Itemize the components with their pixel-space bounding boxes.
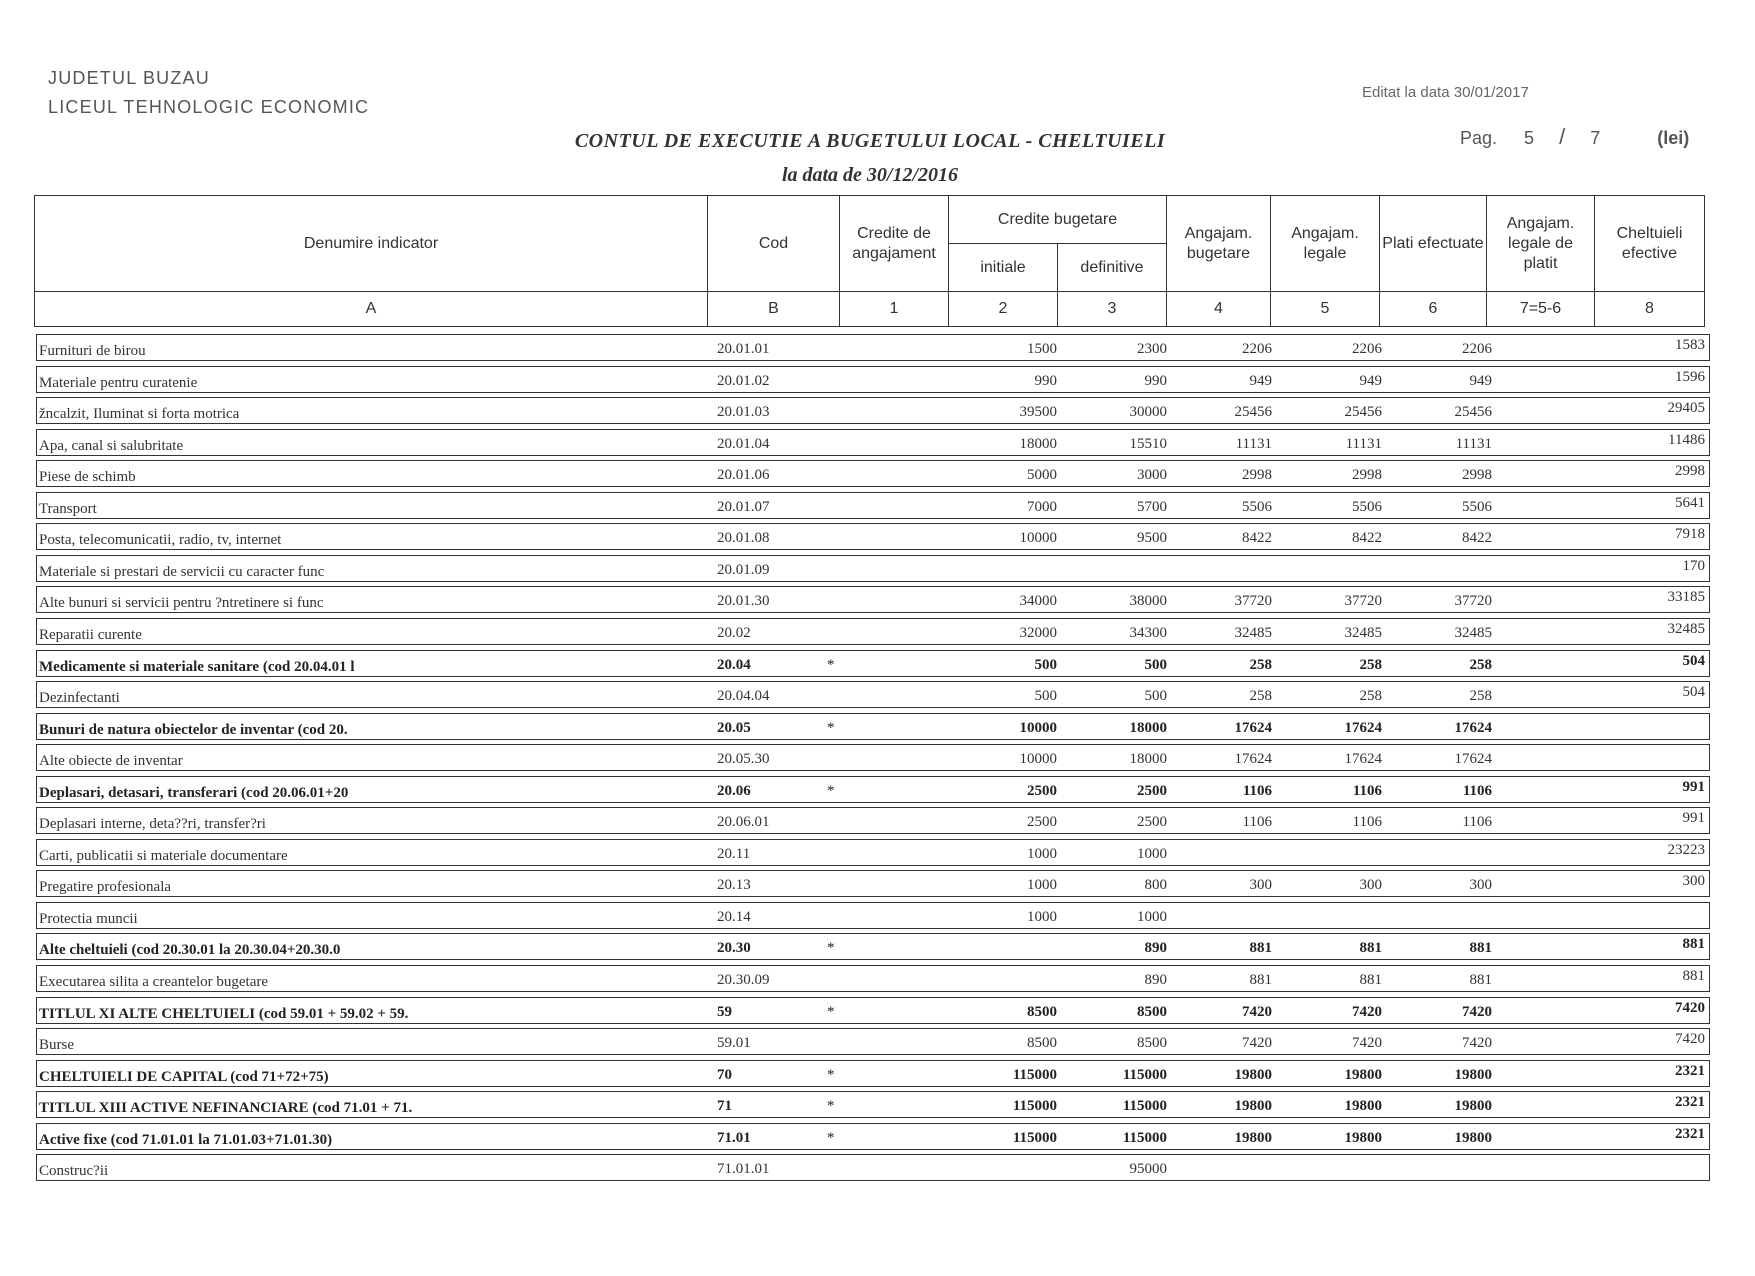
currency-label: (lei) <box>1657 128 1690 148</box>
cell-cod: 20.13 <box>717 877 751 893</box>
page-label: Pag. <box>1460 128 1498 148</box>
table-row <box>36 366 1710 393</box>
cell-definitive: 8500 <box>1137 1004 1167 1020</box>
cell-cod: 59 <box>717 1004 732 1020</box>
cell-cheltuieli: 7918 <box>1675 526 1705 542</box>
cell-angajam-legale: 19800 <box>1344 1067 1382 1083</box>
table-row <box>36 1060 1710 1087</box>
cell-angajam-legale: 949 <box>1359 373 1382 389</box>
cell-angajam-bugetare: 258 <box>1249 657 1272 673</box>
cell-angajam-legale: 881 <box>1359 940 1382 956</box>
cell-cheltuieli: 991 <box>1682 810 1705 826</box>
cell-initiale: 10000 <box>1019 720 1057 736</box>
cell-definitive: 95000 <box>1129 1161 1167 1177</box>
cell-cheltuieli: 32485 <box>1667 621 1705 637</box>
cell-name: Executarea silita a creantelor bugetare <box>39 974 269 990</box>
table-row <box>36 429 1710 456</box>
cell-name: Construc?ii <box>39 1163 109 1179</box>
cell-name: CHELTUIELI DE CAPITAL (cod 71+72+75) <box>39 1069 329 1085</box>
cell-initiale: 32000 <box>1019 625 1057 641</box>
table-row <box>36 586 1710 613</box>
cell-angajam-bugetare: 881 <box>1249 972 1272 988</box>
cell-angajam-bugetare: 17624 <box>1234 751 1272 767</box>
cell-plati: 32485 <box>1454 625 1492 641</box>
cell-angajam-legale: 25456 <box>1344 404 1382 420</box>
cell-cod: 71.01.01 <box>717 1161 770 1177</box>
cell-plati: 881 <box>1469 972 1492 988</box>
table-row <box>36 334 1710 361</box>
header-credite-bugetare: Credite bugetare <box>949 196 1167 244</box>
table-row <box>36 839 1710 866</box>
cell-cod: 20.01.08 <box>717 530 770 546</box>
cell-angajam-legale: 258 <box>1359 657 1382 673</box>
cell-name: Furnituri de birou <box>39 343 146 359</box>
cell-plati: 300 <box>1469 877 1492 893</box>
cell-cod: 20.01.02 <box>717 373 770 389</box>
table-row <box>36 681 1710 708</box>
cell-definitive: 800 <box>1144 877 1167 893</box>
cell-angajam-legale: 1106 <box>1352 783 1382 799</box>
cell-angajam-legale: 7420 <box>1352 1035 1382 1051</box>
cell-plati: 258 <box>1469 688 1492 704</box>
cell-initiale: 18000 <box>1019 436 1057 452</box>
cell-angajam-legale: 19800 <box>1344 1130 1382 1146</box>
cell-definitive: 3000 <box>1137 467 1167 483</box>
cell-definitive: 990 <box>1144 373 1167 389</box>
table-row <box>36 492 1710 519</box>
cell-plati: 37720 <box>1454 593 1492 609</box>
cell-plati: 17624 <box>1454 720 1492 736</box>
cell-initiale: 1000 <box>1027 846 1057 862</box>
header-col-a: A <box>35 292 708 327</box>
cell-plati: 11131 <box>1455 436 1492 452</box>
cell-definitive: 500 <box>1144 688 1167 704</box>
header-angajam-bugetare: Angajam. bugetare <box>1167 196 1271 292</box>
header-definitive: definitive <box>1058 244 1167 292</box>
cell-initiale: 500 <box>1034 688 1057 704</box>
table-row <box>36 618 1710 645</box>
table-row <box>36 776 1710 803</box>
cell-name: TITLUL XI ALTE CHELTUIELI (cod 59.01 + 59.02 + 59. <box>39 1006 409 1022</box>
cell-angajam-bugetare: 19800 <box>1234 1130 1272 1146</box>
cell-initiale: 1000 <box>1027 909 1057 925</box>
cell-initiale: 39500 <box>1019 404 1057 420</box>
cell-cheltuieli: 300 <box>1682 873 1705 889</box>
table-row <box>36 744 1710 771</box>
cell-angajam-legale: 2998 <box>1352 467 1382 483</box>
cell-plati: 19800 <box>1454 1098 1492 1114</box>
page-current: 5 <box>1524 128 1535 148</box>
cell-name: Materiale pentru curatenie <box>39 375 198 391</box>
cell-definitive: 5700 <box>1137 499 1167 515</box>
cell-angajam-bugetare: 19800 <box>1234 1067 1272 1083</box>
institution-name: LICEUL TEHNOLOGIC ECONOMIC <box>48 97 370 117</box>
cell-angajam-bugetare: 1106 <box>1242 783 1272 799</box>
cell-cod: 20.01.04 <box>717 436 770 452</box>
cell-definitive: 2300 <box>1137 341 1167 357</box>
table-header <box>34 195 1705 327</box>
cell-cod: 20.05.30 <box>717 751 770 767</box>
cell-cheltuieli: 991 <box>1682 779 1705 795</box>
page-separator: / <box>1559 124 1566 149</box>
edited-date: Editat la data 30/01/2017 <box>1362 84 1529 101</box>
cell-initiale: 115000 <box>1012 1067 1057 1083</box>
cell-cod: 71 <box>717 1098 732 1114</box>
cell-cheltuieli: 2998 <box>1675 463 1705 479</box>
cell-angajam-bugetare: 25456 <box>1234 404 1272 420</box>
cell-cod: 20.04 <box>717 657 751 673</box>
cell-initiale: 2500 <box>1027 814 1057 830</box>
cell-plati: 1106 <box>1462 783 1492 799</box>
cell-cod: 20.01.03 <box>717 404 770 420</box>
cell-cod: 20.01.09 <box>717 562 770 578</box>
cell-angajam-bugetare: 1106 <box>1242 814 1272 830</box>
header-initiale: initiale <box>949 244 1058 292</box>
cell-cheltuieli: 881 <box>1682 936 1705 952</box>
cell-cod: 70 <box>717 1067 732 1083</box>
header-cod: Cod <box>708 196 840 292</box>
cell-cheltuieli: 1583 <box>1675 337 1705 353</box>
header-col-2: 2 <box>949 292 1058 327</box>
table-row <box>36 1123 1710 1150</box>
cell-initiale: 500 <box>1034 657 1057 673</box>
cell-definitive: 2500 <box>1137 814 1167 830</box>
cell-definitive: 115000 <box>1122 1130 1167 1146</box>
cell-initiale: 115000 <box>1012 1130 1057 1146</box>
header-col-5: 5 <box>1271 292 1380 327</box>
cell-angajam-legale: 17624 <box>1344 720 1382 736</box>
cell-initiale: 2500 <box>1027 783 1057 799</box>
cell-name: Protectia muncii <box>39 911 138 927</box>
cell-initiale: 10000 <box>1019 751 1057 767</box>
cell-definitive: 2500 <box>1137 783 1167 799</box>
cell-angajam-bugetare: 949 <box>1249 373 1272 389</box>
cell-angajam-legale: 17624 <box>1344 751 1382 767</box>
cell-name: Carti, publicatii si materiale documentare <box>39 848 288 864</box>
cell-angajam-legale: 11131 <box>1345 436 1382 452</box>
cell-definitive: 30000 <box>1129 404 1167 420</box>
cell-cod: 20.01.30 <box>717 593 770 609</box>
cell-initiale: 990 <box>1034 373 1057 389</box>
page-total: 7 <box>1590 128 1601 148</box>
cell-angajam-bugetare: 11131 <box>1235 436 1272 452</box>
cell-cheltuieli: 7420 <box>1675 1000 1705 1016</box>
cell-cheltuieli: 29405 <box>1667 400 1705 416</box>
cell-plati: 881 <box>1469 940 1492 956</box>
cell-cod: 20.01.01 <box>717 341 770 357</box>
header-col-4: 4 <box>1167 292 1271 327</box>
cell-definitive: 38000 <box>1129 593 1167 609</box>
cell-initiale: 8500 <box>1027 1004 1057 1020</box>
table-row <box>36 555 1710 582</box>
table-row <box>36 460 1710 487</box>
cell-cheltuieli: 11486 <box>1668 432 1705 448</box>
cell-definitive: 115000 <box>1122 1098 1167 1114</box>
cell-angajam-legale: 881 <box>1359 972 1382 988</box>
table-row <box>36 1028 1710 1055</box>
cell-angajam-legale: 37720 <box>1344 593 1382 609</box>
cell-cod: 20.06.01 <box>717 814 770 830</box>
cell-name: Active fixe (cod 71.01.01 la 71.01.03+71.01.30) <box>39 1132 333 1148</box>
table-row <box>36 965 1710 992</box>
cell-definitive: 890 <box>1144 940 1167 956</box>
cell-name: Deplasari, detasari, transferari (cod 20.06.01+20 <box>39 785 349 801</box>
cell-cheltuieli: 504 <box>1682 653 1705 669</box>
cell-angajam-bugetare: 2206 <box>1242 341 1272 357</box>
cell-plati: 2998 <box>1462 467 1492 483</box>
table-row <box>36 650 1710 677</box>
cell-angajam-legale: 300 <box>1359 877 1382 893</box>
header-cheltuieli-efective: Cheltuieli efective <box>1595 196 1705 292</box>
cell-cod: 20.14 <box>717 909 751 925</box>
cell-definitive: 1000 <box>1137 909 1167 925</box>
cell-definitive: 18000 <box>1129 751 1167 767</box>
header-angajam-legale: Angajam. legale <box>1271 196 1380 292</box>
cell-star: * <box>827 720 835 736</box>
cell-angajam-bugetare: 17624 <box>1234 720 1272 736</box>
cell-definitive: 115000 <box>1122 1067 1167 1083</box>
cell-angajam-bugetare: 7420 <box>1242 1035 1272 1051</box>
cell-star: * <box>827 1067 835 1083</box>
cell-definitive: 500 <box>1144 657 1167 673</box>
cell-name: Materiale si prestari de servicii cu caracter func <box>39 564 325 580</box>
cell-definitive: 1000 <box>1137 846 1167 862</box>
table-row <box>36 997 1710 1024</box>
cell-cod: 20.02 <box>717 625 751 641</box>
cell-cod: 20.04.04 <box>717 688 770 704</box>
cell-plati: 2206 <box>1462 341 1492 357</box>
cell-name: Bunuri de natura obiectelor de inventar (cod 20. <box>39 722 348 738</box>
cell-initiale: 115000 <box>1012 1098 1057 1114</box>
cell-name: Transport <box>39 501 97 517</box>
cell-cheltuieli: 170 <box>1682 558 1705 574</box>
cell-initiale: 5000 <box>1027 467 1057 483</box>
header-credite-angajament: Credite de angajament <box>840 196 949 292</box>
cell-definitive: 34300 <box>1129 625 1167 641</box>
cell-cod: 20.05 <box>717 720 751 736</box>
cell-cod: 20.01.07 <box>717 499 770 515</box>
table-row <box>36 397 1710 424</box>
header-angajam-de-platit: Angajam. legale de platit <box>1487 196 1595 292</box>
cell-angajam-bugetare: 881 <box>1249 940 1272 956</box>
cell-angajam-legale: 5506 <box>1352 499 1382 515</box>
cell-plati: 1106 <box>1462 814 1492 830</box>
cell-plati: 5506 <box>1462 499 1492 515</box>
table-row <box>36 1091 1710 1118</box>
table-row <box>36 933 1710 960</box>
cell-cod: 20.01.06 <box>717 467 770 483</box>
table-row <box>36 807 1710 834</box>
cell-angajam-bugetare: 258 <box>1249 688 1272 704</box>
cell-cod: 71.01 <box>717 1130 751 1146</box>
cell-angajam-bugetare: 19800 <box>1234 1098 1272 1114</box>
header-name: Denumire indicator <box>35 196 708 292</box>
cell-angajam-bugetare: 300 <box>1249 877 1272 893</box>
cell-definitive: 8500 <box>1137 1035 1167 1051</box>
table-row <box>36 870 1710 897</box>
cell-star: * <box>827 1098 835 1114</box>
header-col-b: B <box>708 292 840 327</box>
cell-definitive: 15510 <box>1129 436 1167 452</box>
cell-cheltuieli: 504 <box>1682 684 1705 700</box>
cell-star: * <box>827 1004 835 1020</box>
cell-cod: 59.01 <box>717 1035 751 1051</box>
cell-cod: 20.11 <box>717 846 751 862</box>
cell-angajam-legale: 32485 <box>1344 625 1382 641</box>
document-subtitle: la data de 30/12/2016 <box>781 164 959 186</box>
cell-initiale: 8500 <box>1027 1035 1057 1051</box>
cell-cheltuieli: 881 <box>1682 968 1705 984</box>
cell-name: TITLUL XIII ACTIVE NEFINANCIARE (cod 71.01 + 71. <box>39 1100 413 1116</box>
cell-plati: 7420 <box>1462 1004 1492 1020</box>
cell-initiale: 10000 <box>1019 530 1057 546</box>
document-title: CONTUL DE EXECUTIE A BUGETULUI LOCAL - CHELTUIELI <box>574 130 1166 152</box>
cell-angajam-bugetare: 8422 <box>1242 530 1272 546</box>
cell-name: Piese de schimb <box>39 469 136 485</box>
cell-name: Apa, canal si salubritate <box>39 438 184 454</box>
cell-star: * <box>827 783 835 799</box>
header-plati-efectuate: Plati efectuate <box>1380 196 1487 292</box>
cell-name: Alte obiecte de inventar <box>39 753 183 769</box>
cell-definitive: 890 <box>1144 972 1167 988</box>
cell-cheltuieli: 2321 <box>1675 1063 1705 1079</box>
cell-star: * <box>827 940 835 956</box>
county-name: JUDETUL BUZAU <box>48 68 210 88</box>
cell-star: * <box>827 1130 835 1146</box>
table-row <box>36 902 1710 929</box>
cell-initiale: 7000 <box>1027 499 1057 515</box>
cell-name: Alte cheltuieli (cod 20.30.01 la 20.30.04+20.30.0 <box>39 942 341 958</box>
cell-plati: 258 <box>1469 657 1492 673</box>
cell-cheltuieli: 23223 <box>1667 842 1705 858</box>
cell-cod: 20.30 <box>717 940 751 956</box>
cell-initiale: 34000 <box>1019 593 1057 609</box>
header-col-7: 7=5-6 <box>1487 292 1595 327</box>
cell-name: Posta, telecomunicatii, radio, tv, internet <box>39 532 282 548</box>
cell-angajam-legale: 19800 <box>1344 1098 1382 1114</box>
table-row <box>36 1154 1710 1181</box>
cell-cheltuieli: 33185 <box>1667 589 1705 605</box>
cell-plati: 19800 <box>1454 1067 1492 1083</box>
cell-angajam-legale: 2206 <box>1352 341 1382 357</box>
cell-cheltuieli: 7420 <box>1675 1031 1705 1047</box>
cell-cod: 20.30.09 <box>717 972 770 988</box>
cell-name: Dezinfectanti <box>39 690 120 706</box>
cell-name: Pregatire profesionala <box>39 879 172 895</box>
header-col-1: 1 <box>840 292 949 327</box>
header-col-8: 8 <box>1595 292 1705 327</box>
cell-angajam-bugetare: 7420 <box>1242 1004 1272 1020</box>
table-row <box>36 713 1710 740</box>
cell-name: Burse <box>39 1037 74 1053</box>
cell-angajam-bugetare: 5506 <box>1242 499 1272 515</box>
cell-plati: 949 <box>1469 373 1492 389</box>
header-col-3: 3 <box>1058 292 1167 327</box>
cell-angajam-legale: 7420 <box>1352 1004 1382 1020</box>
cell-name: žncalzit, Iluminat si forta motrica <box>39 406 240 422</box>
cell-cod: 20.06 <box>717 783 751 799</box>
cell-plati: 25456 <box>1454 404 1492 420</box>
cell-cheltuieli: 5641 <box>1675 495 1705 511</box>
cell-plati: 7420 <box>1462 1035 1492 1051</box>
cell-star: * <box>827 657 835 673</box>
cell-cheltuieli: 2321 <box>1675 1126 1705 1142</box>
header-col-6: 6 <box>1380 292 1487 327</box>
cell-angajam-bugetare: 37720 <box>1234 593 1272 609</box>
cell-name: Reparatii curente <box>39 627 142 643</box>
cell-plati: 8422 <box>1462 530 1492 546</box>
cell-angajam-legale: 258 <box>1359 688 1382 704</box>
cell-definitive: 9500 <box>1137 530 1167 546</box>
cell-cheltuieli: 1596 <box>1675 369 1705 385</box>
cell-name: Medicamente si materiale sanitare (cod 20.04.01 l <box>39 659 355 675</box>
cell-angajam-legale: 8422 <box>1352 530 1382 546</box>
cell-cheltuieli: 2321 <box>1675 1094 1705 1110</box>
cell-angajam-bugetare: 2998 <box>1242 467 1272 483</box>
cell-initiale: 1000 <box>1027 877 1057 893</box>
cell-initiale: 1500 <box>1027 341 1057 357</box>
cell-plati: 19800 <box>1454 1130 1492 1146</box>
cell-angajam-bugetare: 32485 <box>1234 625 1272 641</box>
cell-name: Deplasari interne, deta??ri, transfer?ri <box>39 816 266 832</box>
cell-plati: 17624 <box>1454 751 1492 767</box>
cell-angajam-legale: 1106 <box>1352 814 1382 830</box>
page-indicator <box>1460 124 1689 150</box>
table-row <box>36 523 1710 550</box>
cell-name: Alte bunuri si servicii pentru ?ntretinere si func <box>39 595 324 611</box>
cell-definitive: 18000 <box>1129 720 1167 736</box>
